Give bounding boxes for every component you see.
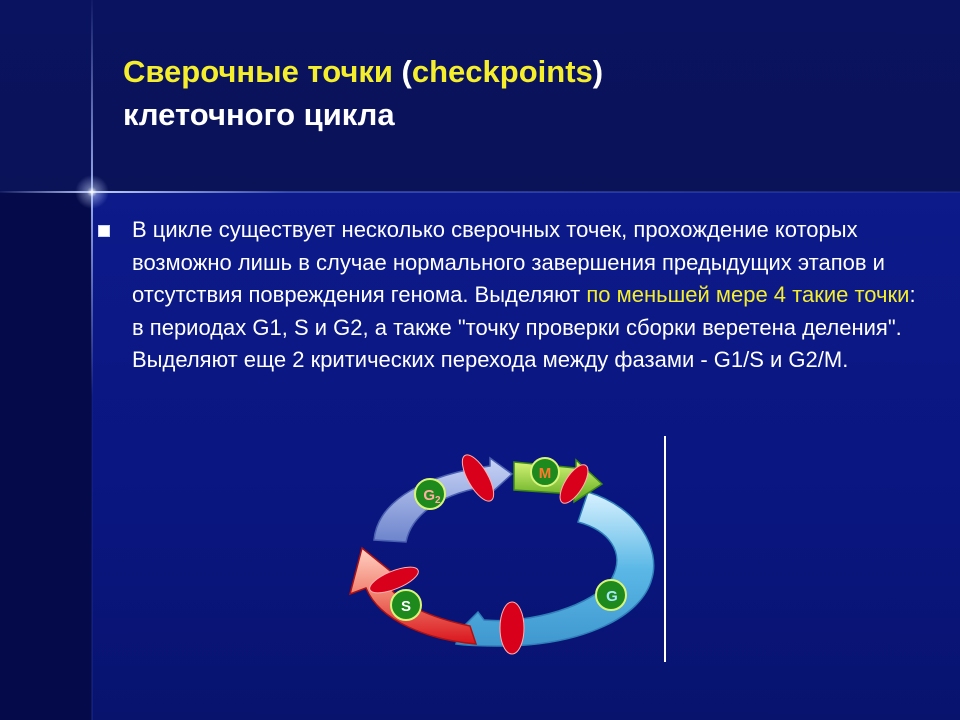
label-g2-letter: G xyxy=(423,487,436,504)
body-text-after: : в периодах G1, S и G2, а также "точку проверки сборки веретена деления". Выделяют еще 2 критических перехода между фазами - G1/S и G2/M. xyxy=(132,282,916,372)
body-highlight: по меньшей мере 4 такие точки xyxy=(586,282,910,307)
checkpoint-g1s-marker xyxy=(500,602,524,654)
title-paren-open: ( xyxy=(392,54,412,89)
body-text-before: В цикле существует несколько сверочных точек, прохождение которых возможно лишь в случае нормального завершения предыдущих этапов и отсутствия повреждения генома. Выделяют xyxy=(132,217,885,307)
label-g1-text: G xyxy=(606,588,618,605)
label-s-text: S xyxy=(400,598,412,615)
title-checkpoints: checkpoints xyxy=(411,54,593,89)
body-paragraph xyxy=(132,214,932,377)
label-m-text: M xyxy=(538,465,552,482)
title-main: Сверочные точки xyxy=(123,54,393,89)
label-g2-subscript: 2 xyxy=(435,495,441,506)
left-margin-band xyxy=(0,192,92,720)
cell-cycle-diagram xyxy=(340,440,670,680)
decorative-vertical-line xyxy=(91,0,93,720)
sparkle-icon xyxy=(72,172,112,212)
title-line-2: клеточного цикла xyxy=(123,97,395,132)
title-paren-close: ) xyxy=(592,54,604,89)
label-m xyxy=(531,458,559,486)
slide-title xyxy=(123,50,603,136)
bullet-square-icon xyxy=(98,225,110,237)
decorative-horizontal-line xyxy=(0,191,960,193)
label-s xyxy=(391,590,421,620)
label-g2 xyxy=(415,479,445,509)
g1-phase-arc xyxy=(456,492,654,646)
label-g1 xyxy=(596,580,626,610)
title-line-1 xyxy=(123,50,603,93)
